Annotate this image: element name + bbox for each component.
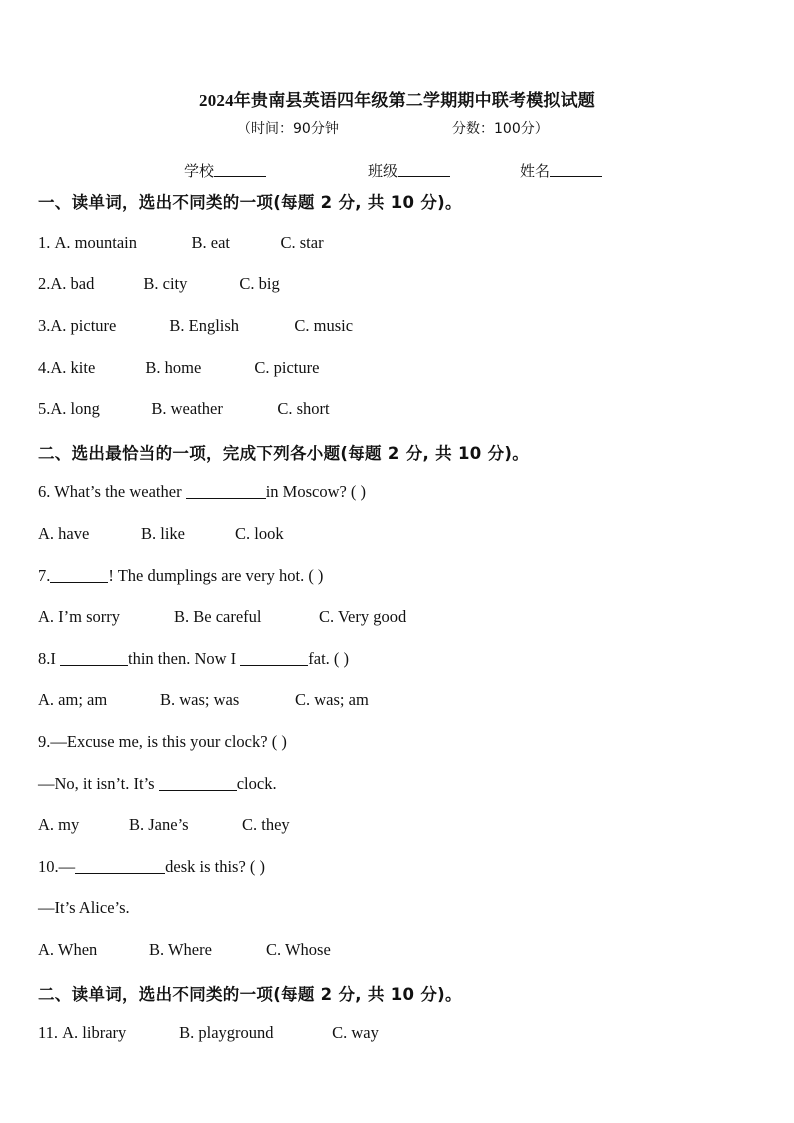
- option-b[interactable]: B. weather: [151, 399, 223, 418]
- question-9-stem-start: —No, it isn’t. It’s: [38, 774, 159, 793]
- question-9-options: [38, 815, 290, 835]
- option-c[interactable]: C. music: [294, 316, 354, 335]
- option-b[interactable]: B. playground: [179, 1023, 274, 1042]
- option-b[interactable]: B. Be careful: [174, 607, 262, 626]
- question-8: [38, 649, 349, 669]
- section-3-heading: 二、读单词，选出不同类的一项(每题 2 分, 共 10 分)。: [38, 985, 462, 1004]
- question-6: [38, 482, 366, 502]
- question-11: [38, 1023, 379, 1043]
- option-c[interactable]: C. big: [239, 274, 280, 293]
- option-b[interactable]: B. eat: [191, 233, 230, 252]
- option-c[interactable]: C. Very good: [319, 607, 407, 626]
- option-b[interactable]: B. home: [145, 358, 202, 377]
- option-a[interactable]: A. When: [38, 940, 98, 959]
- option-a[interactable]: A. I’m sorry: [38, 607, 121, 626]
- class-label: 班级: [368, 164, 399, 180]
- question-1: [38, 233, 324, 253]
- question-10: [38, 857, 265, 877]
- question-10-stem-start: 10.—: [38, 857, 76, 876]
- option-a[interactable]: A. kite: [50, 358, 96, 377]
- question-7-stem-end: ! The dumplings are very hot. ( ): [108, 566, 324, 585]
- answer-blank[interactable]: [186, 484, 266, 499]
- question-number: 3.: [38, 316, 51, 335]
- question-10-options: [38, 940, 331, 960]
- option-b[interactable]: B. English: [169, 316, 240, 335]
- option-a[interactable]: A. bad: [50, 274, 95, 293]
- question-6-stem-start: 6. What’s the weather: [38, 482, 186, 501]
- answer-blank[interactable]: [50, 568, 108, 583]
- question-number: 4.: [38, 358, 51, 377]
- question-8-stem-end: fat. ( ): [308, 649, 350, 668]
- name-field: [520, 160, 602, 181]
- option-b[interactable]: B. Jane’s: [129, 815, 189, 834]
- question-10-stem-end: desk is this? ( ): [165, 857, 266, 876]
- option-b[interactable]: B. Where: [149, 940, 212, 959]
- question-3: [38, 316, 353, 336]
- question-5: [38, 399, 330, 419]
- question-2: [38, 274, 280, 294]
- class-blank[interactable]: [398, 162, 450, 177]
- option-a[interactable]: A. my: [38, 815, 80, 834]
- question-9: 9.—Excuse me, is this your clock? ( ): [38, 732, 287, 751]
- option-a[interactable]: A. library: [62, 1023, 127, 1042]
- answer-blank[interactable]: [75, 859, 165, 874]
- school-field: [184, 160, 266, 181]
- option-c[interactable]: C. star: [280, 233, 324, 252]
- name-blank[interactable]: [550, 162, 602, 177]
- question-7-options: [38, 607, 406, 627]
- school-label: 学校: [184, 164, 215, 180]
- question-8-stem-mid: thin then. Now I: [128, 649, 241, 668]
- question-number: 11.: [38, 1023, 63, 1042]
- option-b[interactable]: B. like: [141, 524, 185, 543]
- option-c[interactable]: C. picture: [254, 358, 320, 377]
- option-c[interactable]: C. they: [242, 815, 290, 834]
- school-blank[interactable]: [214, 162, 266, 177]
- name-label: 姓名: [520, 164, 551, 180]
- answer-blank[interactable]: [60, 651, 128, 666]
- question-10-reply: —It’s Alice’s.: [38, 898, 130, 917]
- exam-title: 2024年贵南县英语四年级第二学期期中联考模拟试题: [199, 91, 595, 110]
- question-number: 1.: [38, 233, 55, 252]
- exam-score: 分数：100分）: [452, 121, 549, 137]
- option-c[interactable]: C. was; am: [295, 690, 369, 709]
- question-9-reply: [38, 774, 277, 794]
- option-a[interactable]: A. long: [50, 399, 100, 418]
- option-c[interactable]: C. Whose: [266, 940, 331, 959]
- section-1-heading: 一、读单词，选出不同类的一项(每题 2 分, 共 10 分)。: [38, 193, 462, 212]
- answer-blank[interactable]: [159, 776, 237, 791]
- option-c[interactable]: C. way: [332, 1023, 379, 1042]
- section-2-heading: 二、选出最恰当的一项，完成下列各小题(每题 2 分, 共 10 分)。: [38, 444, 530, 463]
- question-7: [38, 566, 323, 586]
- question-8-stem-start: 8.I: [38, 649, 60, 668]
- question-number: 2.: [38, 274, 51, 293]
- class-field: [368, 160, 450, 181]
- option-a[interactable]: A. am; am: [38, 690, 108, 709]
- exam-time: （时间：90分钟: [237, 121, 339, 137]
- option-b[interactable]: B. city: [143, 274, 188, 293]
- option-a[interactable]: A. picture: [50, 316, 117, 335]
- question-4: [38, 358, 319, 378]
- option-c[interactable]: C. look: [235, 524, 284, 543]
- question-8-options: [38, 690, 369, 710]
- question-7-stem-start: 7.: [38, 566, 51, 585]
- option-c[interactable]: C. short: [277, 399, 330, 418]
- option-b[interactable]: B. was; was: [160, 690, 240, 709]
- question-6-stem-end: in Moscow? ( ): [265, 482, 367, 501]
- option-a[interactable]: A. have: [38, 524, 90, 543]
- answer-blank[interactable]: [240, 651, 308, 666]
- question-6-options: [38, 524, 284, 544]
- question-number: 5.: [38, 399, 51, 418]
- question-9-stem-end: clock.: [236, 774, 277, 793]
- option-a[interactable]: A. mountain: [54, 233, 137, 252]
